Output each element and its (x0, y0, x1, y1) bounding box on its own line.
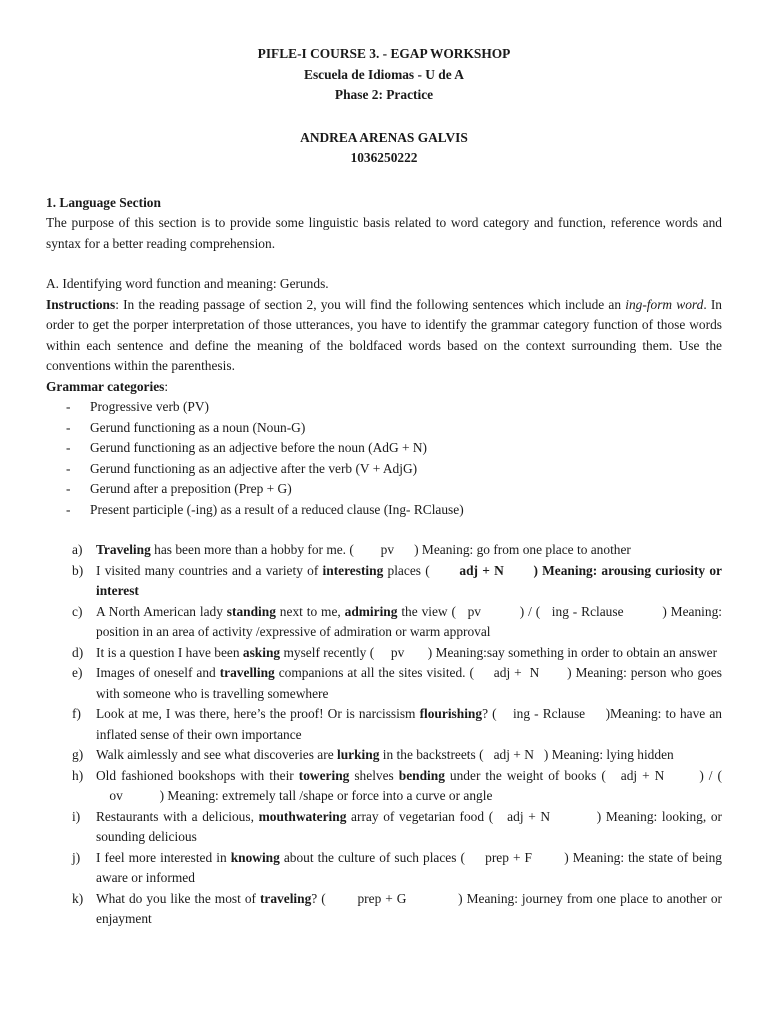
phase-title: Phase 2: Practice (334, 87, 434, 102)
answer-field: adj + N (483, 747, 544, 762)
instructions-italic: ing-form word (625, 296, 704, 312)
exercise-item-c: c) A North American lady standing next to me, admiring the view ( pv ) / ( ing - Rclause ) Meaning: position in an area of activity /expressive of admiration or warm approval (72, 603, 722, 639)
exercise-item-i: i) Restaurants with a delicious, mouthwatering array of vegetarian food ( adj + N ) Meaning: looking, or sounding delicious (72, 808, 723, 844)
exercise-item-j: j) I feel more interested in knowing about the culture of such places ( prep + F ) Meaning: the state of being aware or informed (72, 849, 722, 885)
exercise-item-a: a) Traveling has been more than a hobby for me. ( pv ) Meaning: go from one place to another (72, 542, 631, 557)
student-name: ANDREA ARENAS GALVIS (300, 129, 468, 145)
answer-field: ing - Rclause (496, 706, 606, 721)
list-item: - Gerund functioning as an adjective before the noun (AdG + N) (66, 438, 722, 459)
exercise-item-d: d) It is a question I have been asking myself recently ( pv ) Meaning:say something in order to obtain an answer (72, 644, 718, 660)
answer-field: adj + N (429, 562, 534, 578)
answer-field: ov (96, 788, 160, 803)
answer-field: prep + G (325, 890, 459, 906)
answer-field: pv (353, 542, 415, 557)
list-item: - Present participle (-ing) as a result of a reduced clause (Ing- RClause) (66, 500, 722, 521)
categories-list (46, 397, 722, 520)
instructions-paragraph: Instructions: In the reading passage of section 2, you will find the following sentences which include an ing-form word. In order to get the porper interpretation of those utterances, you have to identify the grammar category function of those words within each sentence and define the meaning of the boldfaced words based on the context surrounding them. Use the conventions within the parenthesis. (46, 296, 722, 373)
part-a-title: A. Identifying word function and meaning: Gerunds. (46, 276, 329, 291)
document-header (46, 44, 722, 169)
section-heading: 1. Language Section (46, 194, 161, 210)
answer-field: adj + N (493, 808, 597, 824)
answer-field: pv (374, 644, 428, 660)
answer-field: adj + N (605, 767, 700, 783)
list-item: - Gerund after a preposition (Prep + G) (66, 479, 722, 500)
exercise-item-f: f) Look at me, I was there, here’s the proof! Or is narcissism flourishing? ( ing - Rclause )Meaning: to have an inflated sense of their own importance (72, 706, 722, 742)
exercise-item-k: k) What do you like the most of traveling? ( prep + G ) Meaning: journey from one place to another or enjayment (72, 890, 723, 926)
list-item: - Gerund functioning as a noun (Noun-G) (66, 418, 722, 439)
school-name: Escuela de Idiomas - U de A (304, 66, 464, 82)
answer-field: adj + N (473, 665, 568, 680)
list-item: - Gerund functioning as an adjective after the verb (V + AdjG) (66, 459, 722, 480)
section-purpose: The purpose of this section is to provide some linguistic basis related to word category and function, reference words and syntax for a better reading comprehension. (46, 215, 722, 251)
answer-field: pv (455, 603, 520, 619)
answer-field: ing - Rclause (540, 603, 663, 619)
exercise-item-b: b) I visited many countries and a variety of interesting places ( adj + N ) Meaning: arousing curiosity or interest (72, 562, 722, 598)
exercise-item-g: g) Walk aimlessly and see what discoveries are lurking in the backstreets ( adj + N ) Meaning: lying hidden (72, 747, 674, 762)
exercise-list (46, 540, 722, 930)
course-title: PIFLE-I COURSE 3. - EGAP WORKSHOP (257, 46, 511, 61)
list-item: - Progressive verb (PV) (66, 397, 722, 418)
student-id: 1036250222 (350, 150, 418, 165)
answer-field: prep + F (464, 849, 565, 865)
exercise-item-e: e) Images of oneself and travelling companions at all the sites visited. ( adj + N ) Meaning: person who goes with someone who is travelling somewhere (72, 665, 723, 701)
instructions-label: Instructions (46, 296, 116, 312)
categories-heading: Grammar categories: (46, 378, 169, 394)
exercise-item-h: h) Old fashioned bookshops with their towering shelves bending under the weight of books ( adj + N ) / ( ov ) Meaning: extremely tall /shape or force into a curve or angle (72, 767, 722, 803)
